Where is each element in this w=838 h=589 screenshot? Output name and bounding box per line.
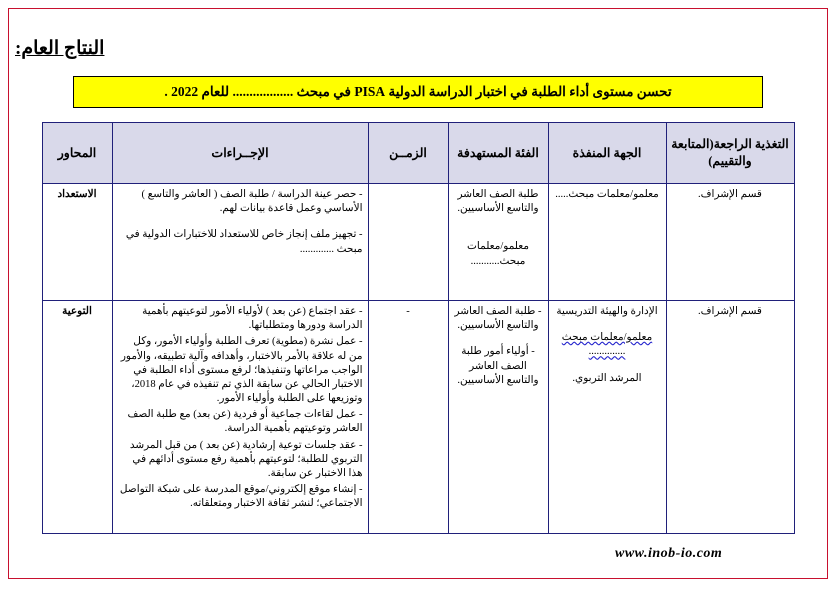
cell-target-readiness [448, 184, 548, 301]
column-header-procedures: الإجــراءات [112, 123, 368, 184]
title-area [15, 15, 821, 66]
cell-feedback-readiness: قسم الإشراف. [666, 184, 794, 301]
document-inner [15, 15, 821, 572]
cell-time-awareness: - [368, 301, 448, 534]
executor-awareness-line-1: الإدارة والهيئة التدريسية [556, 306, 658, 317]
page-title: النتاج العام: [15, 38, 105, 59]
pisa-label: PISA [354, 84, 386, 99]
procedure-item: - تجهيز ملف إنجاز خاص للاستعداد للاختبارات الدولية في مبحث ............. [125, 229, 363, 255]
website-label: www.inob-io.com [615, 546, 723, 561]
cell-feedback-awareness: قسم الإشراف. [666, 301, 794, 534]
cell-axis-awareness: التوعية [42, 301, 112, 534]
column-header-target: الفئة المستهدفة [448, 123, 548, 184]
target-readiness-line-2: معلمو/معلمات مبحث........... [467, 241, 529, 267]
cell-executor-awareness [548, 301, 666, 534]
highlight-text-before: تحسن مستوى أداء الطلبة في اختبار الدراسة الدولية [385, 84, 672, 99]
column-header-feedback: التغذية الراجعة(المتابعة والتقييم) [666, 123, 794, 184]
spacer [554, 362, 661, 372]
spacer [454, 218, 543, 240]
spacer [554, 321, 661, 331]
procedure-item: - عمل لقاءات جماعية أو فردية (عن بعد) مع طلبة الصف العاشر وتوعيتهم بأهمية الدراسة. [127, 409, 363, 435]
target-awareness-line-2: - أولياء أمور طلبة الصف العاشر والتاسع الأساسيين. [457, 346, 539, 386]
spacer [118, 218, 363, 228]
cell-procedures-awareness [112, 301, 368, 534]
table-row [42, 301, 794, 534]
year-label: 2022 [171, 84, 199, 99]
plan-table [42, 122, 795, 534]
cell-procedures-readiness [112, 184, 368, 301]
cell-target-awareness [448, 301, 548, 534]
cell-time-readiness [368, 184, 448, 301]
executor-awareness-line-2: معلمو/معلمات مبحث .............. [561, 332, 653, 358]
procedure-item: - عقد جلسات توعية إرشادية (عن بعد ) من قبل المرشد التربوي للطلبة؛ لتوعيتهم بأهمية رفع مستوى أدائهم في هذا الاختبار عن سابقة. [129, 439, 363, 479]
column-header-time: الزمــن [368, 123, 448, 184]
footer [15, 544, 791, 562]
column-header-axis: المحاور [42, 123, 112, 184]
procedure-item: - إنشاء موقع إلكتروني/موقع المدرسة على شبكة التواصل الاجتماعي؛ لنشر ثقافة الاختبار ومتعلقاته. [119, 484, 363, 510]
table-header-row [42, 123, 794, 184]
table-row [42, 184, 794, 301]
procedure-item: - حصر عينة الدراسة / طلبة الصف ( العاشر والتاسع ) الأساسي وعمل قاعدة بيانات لهم. [141, 189, 363, 215]
target-awareness-line-1: - طلبة الصف العاشر والتاسع الأساسيين. [454, 306, 542, 332]
procedure-item: - عقد اجتماع (عن بعد ) لأولياء الأمور لتوعيتهم بأهمية الدراسة ودورها ومتطلباتها. [142, 306, 363, 332]
highlight-text-middle: في مبحث .................. للعام [198, 84, 355, 99]
general-outcome-highlight [73, 76, 763, 108]
spacer [454, 335, 543, 345]
executor-readiness-line-1: معلمو/معلمات مبحث..... [555, 189, 659, 200]
cell-axis-readiness: الاستعداد [42, 184, 112, 301]
document-page [8, 8, 828, 579]
cell-executor-readiness [548, 184, 666, 301]
column-header-executor: الجهة المنفذة [548, 123, 666, 184]
target-readiness-line-1: طلبة الصف العاشر والتاسع الأساسيين. [457, 189, 539, 215]
procedure-item: - عمل نشرة (مطوية) تعرف الطلبة وأولياء الأمور، وكل من له علاقة بالأمر بالاختبار، وأهدافه وآلية تطبيقه، والأمور الواجب مراعاتها وتنفيذها؛ لرفع مستوى أداء الطلبة في الاختبار الحالي عن سابقة الذي تم تنفيذه في عام 2018، وتوزيعها على الطلبة وأولياء الأمور. [120, 336, 363, 405]
highlight-text-after: . [164, 84, 172, 99]
executor-awareness-line-3: المرشد التربوي. [572, 372, 642, 384]
